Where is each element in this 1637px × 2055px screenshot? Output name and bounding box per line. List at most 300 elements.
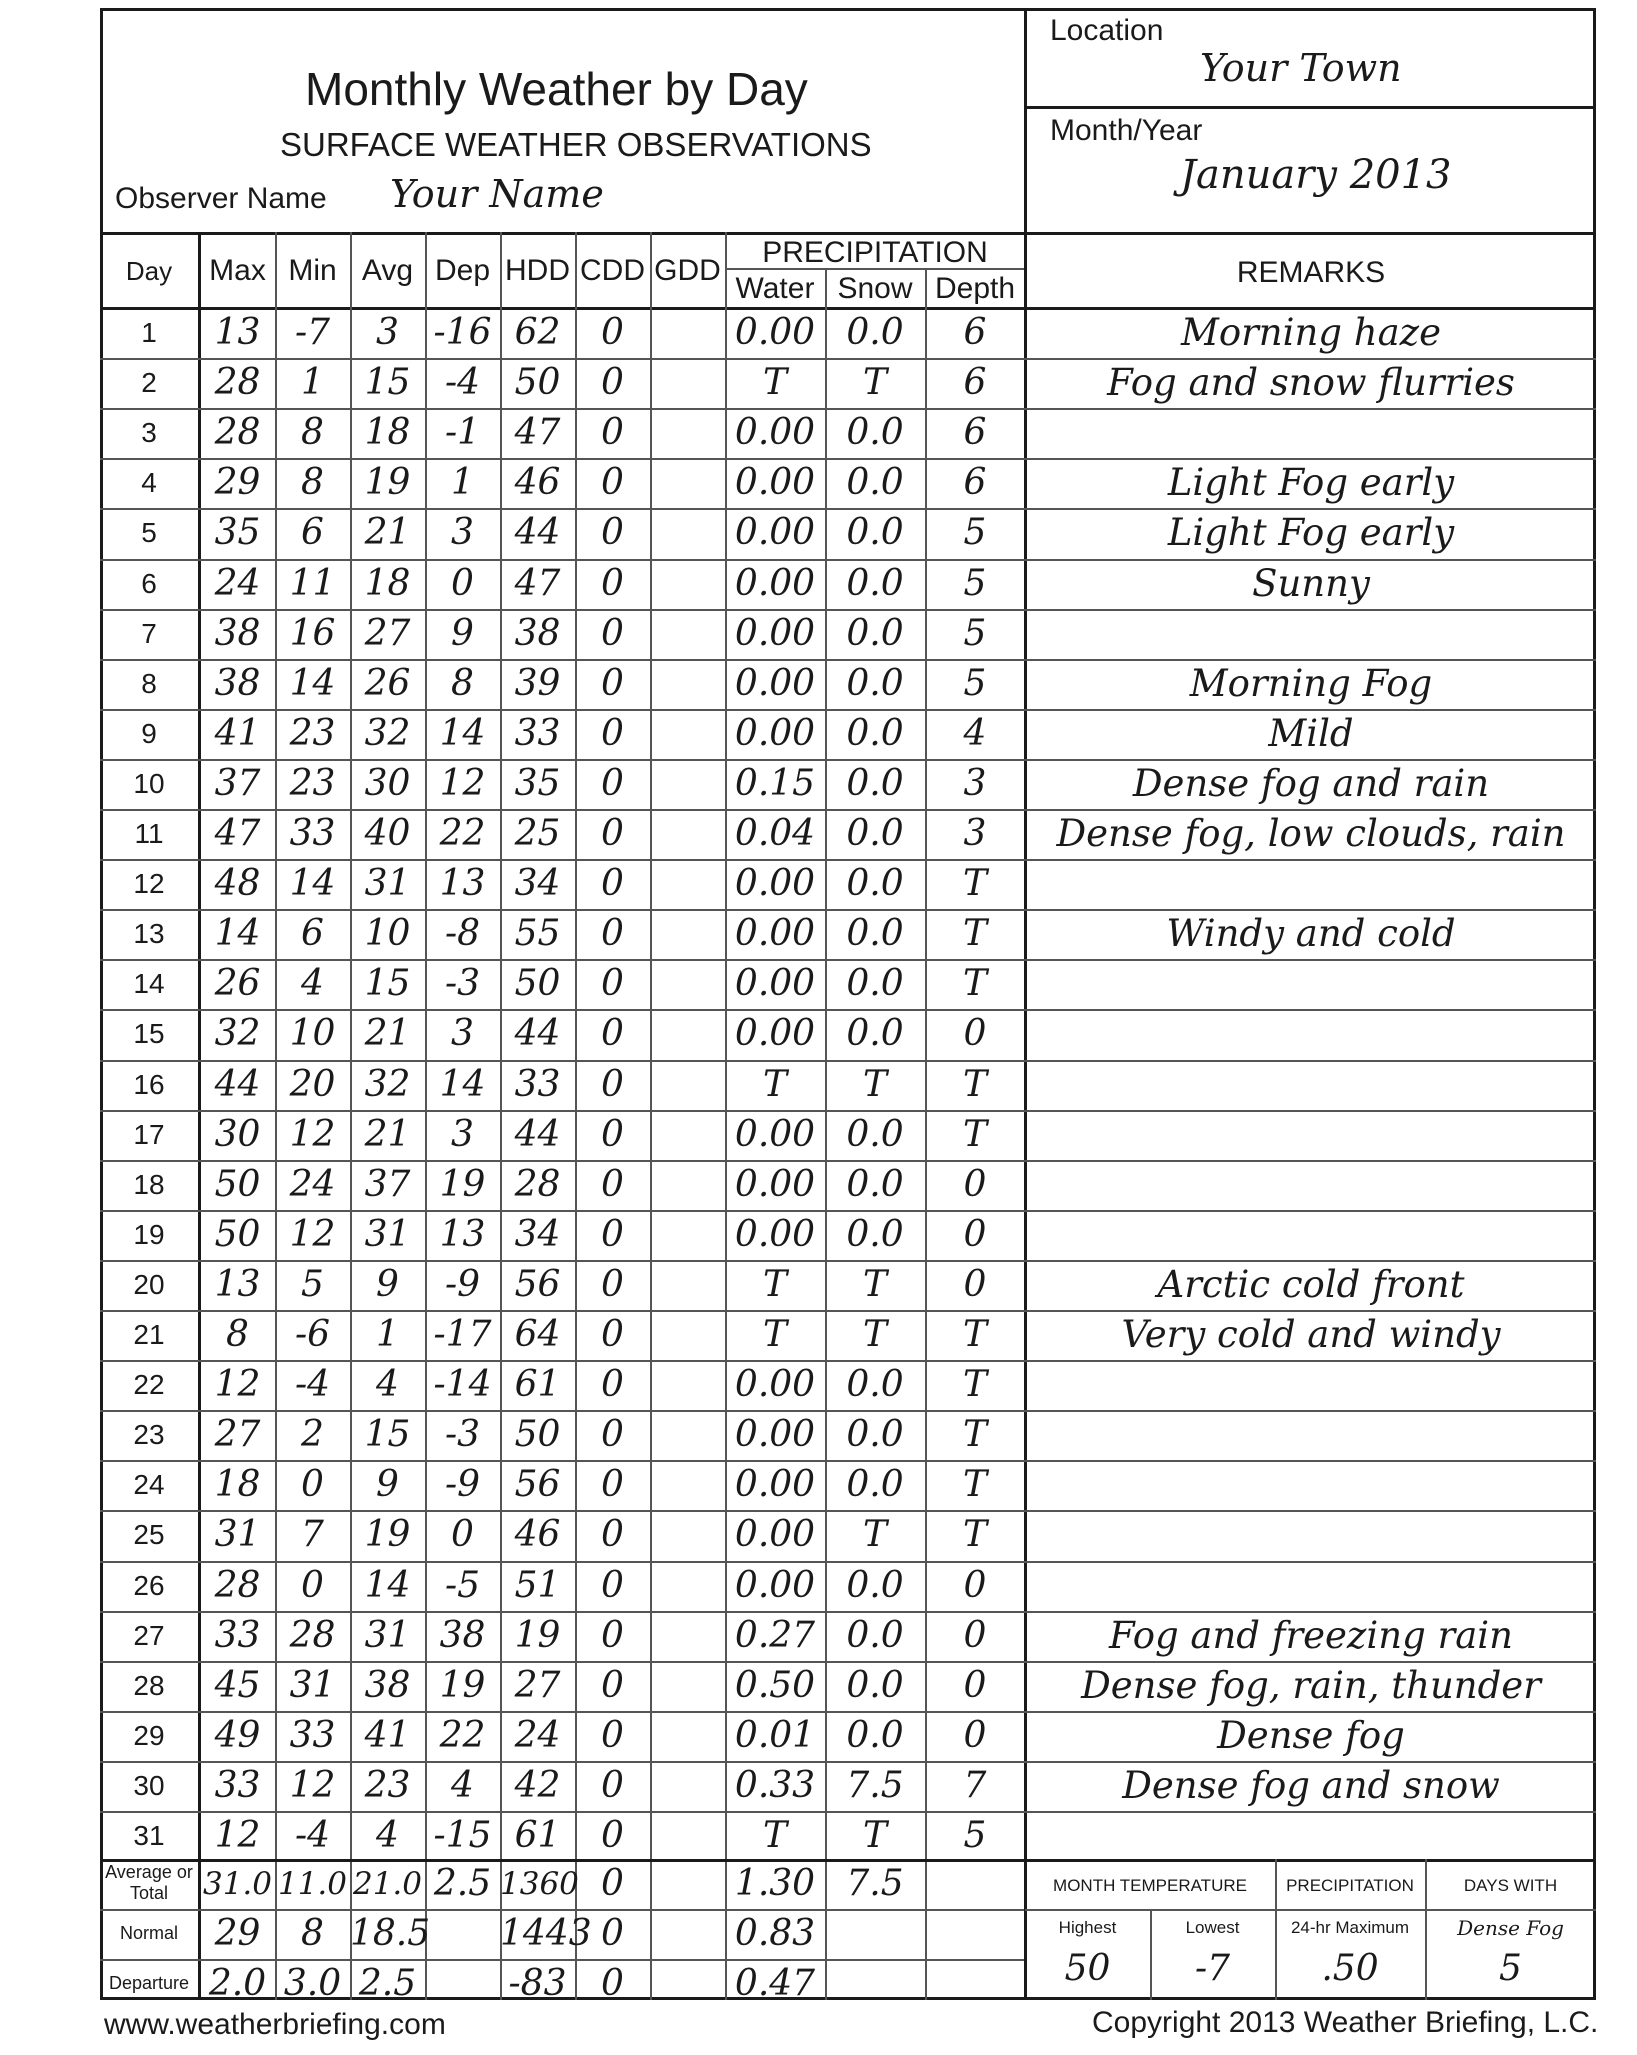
cell-hdd[interactable]: 39 [514, 663, 561, 704]
cell-depth[interactable]: 0 [963, 1214, 987, 1255]
cell-cdd[interactable]: 0 [601, 913, 624, 954]
cell-remark[interactable] [1026, 1160, 1596, 1210]
cell-depth[interactable]: T [962, 1064, 987, 1105]
cell-hdd[interactable]: 46 [514, 462, 561, 503]
cell-min[interactable]: 33 [289, 1715, 336, 1756]
cell-min[interactable]: 12 [289, 1114, 336, 1155]
cell-remark[interactable]: Dense fog, rain, thunder [1081, 1664, 1541, 1707]
totals-hdd[interactable]: 1360 [500, 1866, 579, 1902]
cell-dep[interactable]: 19 [439, 1164, 486, 1205]
cell-depth[interactable]: 5 [963, 613, 987, 654]
max24-value[interactable]: .50 [1321, 1948, 1379, 1989]
cell-cdd[interactable]: 0 [601, 1715, 624, 1756]
cell-snow[interactable]: 0.0 [846, 512, 904, 553]
cell-cdd[interactable]: 0 [601, 362, 624, 403]
cell-cdd[interactable]: 0 [601, 613, 624, 654]
highest-value[interactable]: 50 [1064, 1948, 1111, 1989]
cell-avg[interactable]: 14 [364, 1565, 411, 1606]
cell-water[interactable]: 0.00 [734, 1514, 816, 1555]
cell-dep[interactable]: -3 [444, 1414, 481, 1455]
cell-min[interactable]: 11 [289, 563, 336, 604]
cell-remark[interactable]: Sunny [1252, 562, 1370, 605]
cell-water[interactable]: 0.00 [734, 563, 816, 604]
cell-hdd[interactable]: 28 [514, 1164, 561, 1205]
cell-max[interactable]: 35 [214, 512, 261, 553]
cell-dep[interactable]: -16 [433, 312, 492, 353]
cell-snow[interactable]: T [862, 1514, 887, 1555]
cell-dep[interactable]: 4 [451, 1765, 474, 1806]
cell-depth[interactable]: T [962, 863, 987, 904]
cell-remark[interactable] [1026, 1410, 1596, 1460]
cell-cdd[interactable]: 0 [601, 1214, 624, 1255]
cell-remark[interactable]: Windy and cold [1166, 912, 1456, 955]
cell-min[interactable]: 33 [289, 813, 336, 854]
location-field[interactable]: Your Town [1200, 46, 1402, 90]
departure-min[interactable]: 3.0 [283, 1963, 342, 2004]
cell-cdd[interactable]: 0 [601, 563, 624, 604]
cell-avg[interactable]: 27 [364, 613, 411, 654]
cell-water[interactable]: 0.00 [734, 963, 816, 1004]
cell-depth[interactable]: 4 [963, 713, 987, 754]
cell-depth[interactable]: T [962, 1514, 987, 1555]
cell-cdd[interactable]: 0 [601, 763, 624, 804]
cell-remark[interactable] [1026, 1360, 1596, 1410]
cell-snow[interactable]: 0.0 [846, 1214, 904, 1255]
cell-max[interactable]: 38 [214, 663, 261, 704]
cell-avg[interactable]: 19 [364, 462, 411, 503]
cell-max[interactable]: 50 [214, 1214, 261, 1255]
cell-dep[interactable]: -3 [444, 963, 481, 1004]
cell-hdd[interactable]: 56 [514, 1464, 561, 1505]
cell-cdd[interactable]: 0 [601, 963, 624, 1004]
cell-snow[interactable]: T [862, 362, 887, 403]
cell-hdd[interactable]: 19 [514, 1615, 561, 1656]
cell-snow[interactable]: 0.0 [846, 1364, 904, 1405]
cell-remark[interactable]: Dense fog [1217, 1714, 1405, 1757]
cell-hdd[interactable]: 27 [514, 1665, 561, 1706]
cell-cdd[interactable]: 0 [601, 312, 624, 353]
cell-cdd[interactable]: 0 [601, 1013, 624, 1054]
cell-remark[interactable] [1026, 1210, 1596, 1260]
departure-hdd[interactable]: -83 [508, 1963, 567, 2004]
cell-hdd[interactable]: 44 [514, 1013, 561, 1054]
cell-min[interactable]: 8 [301, 412, 324, 453]
cell-avg[interactable]: 4 [376, 1815, 399, 1856]
cell-depth[interactable]: 5 [963, 512, 987, 553]
cell-snow[interactable]: 0.0 [846, 1464, 904, 1505]
cell-snow[interactable]: 7.5 [846, 1765, 904, 1806]
cell-water[interactable]: 0.00 [734, 913, 816, 954]
cell-avg[interactable]: 9 [376, 1464, 399, 1505]
footer-website[interactable]: www.weatherbriefing.com [104, 2008, 446, 2041]
cell-dep[interactable]: 22 [439, 813, 486, 854]
cell-min[interactable]: 31 [289, 1665, 336, 1706]
cell-max[interactable]: 48 [214, 863, 261, 904]
cell-depth[interactable]: 7 [963, 1765, 987, 1806]
totals-avg[interactable]: 21.0 [352, 1866, 423, 1902]
cell-remark[interactable] [1026, 609, 1596, 659]
cell-min[interactable]: -4 [294, 1364, 331, 1405]
cell-dep[interactable]: -4 [444, 362, 481, 403]
cell-cdd[interactable]: 0 [601, 1114, 624, 1155]
cell-cdd[interactable]: 0 [601, 713, 624, 754]
cell-snow[interactable]: 0.0 [846, 1565, 904, 1606]
cell-min[interactable]: 6 [301, 913, 324, 954]
cell-hdd[interactable]: 47 [514, 563, 561, 604]
observer-field[interactable]: Your Name [390, 172, 604, 216]
cell-water[interactable]: 0.00 [734, 1114, 816, 1155]
cell-cdd[interactable]: 0 [601, 1615, 624, 1656]
cell-avg[interactable]: 1 [376, 1314, 399, 1355]
cell-hdd[interactable]: 44 [514, 1114, 561, 1155]
cell-avg[interactable]: 32 [364, 713, 411, 754]
cell-min[interactable]: 12 [289, 1214, 336, 1255]
cell-cdd[interactable]: 0 [601, 462, 624, 503]
cell-snow[interactable]: 0.0 [846, 1013, 904, 1054]
cell-avg[interactable]: 23 [364, 1765, 411, 1806]
cell-depth[interactable]: 0 [963, 1565, 987, 1606]
cell-water[interactable]: 0.27 [734, 1615, 816, 1656]
cell-avg[interactable]: 15 [364, 1414, 411, 1455]
cell-cdd[interactable]: 0 [601, 1464, 624, 1505]
cell-hdd[interactable]: 38 [514, 613, 561, 654]
departure-max[interactable]: 2.0 [208, 1963, 267, 2004]
cell-avg[interactable]: 9 [376, 1264, 399, 1305]
cell-water[interactable]: 0.00 [734, 663, 816, 704]
cell-min[interactable]: 0 [301, 1565, 324, 1606]
cell-snow[interactable]: 0.0 [846, 412, 904, 453]
cell-hdd[interactable]: 33 [514, 1064, 561, 1105]
cell-water[interactable]: 0.00 [734, 613, 816, 654]
cell-hdd[interactable]: 24 [514, 1715, 561, 1756]
cell-dep[interactable]: 0 [451, 563, 474, 604]
cell-remark[interactable]: Arctic cold front [1157, 1263, 1465, 1306]
cell-cdd[interactable]: 0 [601, 1414, 624, 1455]
cell-remark[interactable]: Fog and freezing rain [1109, 1614, 1513, 1657]
departure-cdd[interactable]: 0 [601, 1963, 624, 2004]
cell-depth[interactable]: 6 [963, 462, 987, 503]
cell-water[interactable]: 0.00 [734, 512, 816, 553]
cell-remark[interactable]: Dense fog and snow [1122, 1764, 1500, 1807]
cell-water[interactable]: 0.00 [734, 1464, 816, 1505]
cell-snow[interactable]: 0.0 [846, 813, 904, 854]
normal-hdd[interactable]: 1443 [500, 1913, 592, 1954]
cell-depth[interactable]: 6 [963, 312, 987, 353]
cell-max[interactable]: 12 [214, 1815, 261, 1856]
cell-min[interactable]: 7 [301, 1514, 324, 1555]
cell-max[interactable]: 37 [214, 763, 261, 804]
cell-dep[interactable]: 19 [439, 1665, 486, 1706]
totals-cdd[interactable]: 0 [601, 1863, 624, 1904]
cell-depth[interactable]: 0 [963, 1665, 987, 1706]
cell-snow[interactable]: 0.0 [846, 613, 904, 654]
cell-hdd[interactable]: 34 [514, 1214, 561, 1255]
totals-min[interactable]: 11.0 [277, 1866, 348, 1902]
cell-remark[interactable] [1026, 959, 1596, 1009]
cell-max[interactable]: 18 [214, 1464, 261, 1505]
cell-depth[interactable]: 6 [963, 412, 987, 453]
cell-dep[interactable]: 0 [451, 1514, 474, 1555]
cell-remark[interactable]: Very cold and windy [1121, 1313, 1501, 1356]
cell-max[interactable]: 50 [214, 1164, 261, 1205]
normal-cdd[interactable]: 0 [601, 1913, 624, 1954]
cell-cdd[interactable]: 0 [601, 1565, 624, 1606]
cell-min[interactable]: 23 [289, 713, 336, 754]
cell-min[interactable]: 12 [289, 1765, 336, 1806]
dense-fog-value[interactable]: 5 [1499, 1948, 1522, 1989]
cell-dep[interactable]: -9 [444, 1464, 481, 1505]
cell-remark[interactable] [1026, 1561, 1596, 1611]
cell-cdd[interactable]: 0 [601, 1765, 624, 1806]
cell-min[interactable]: -7 [294, 312, 331, 353]
cell-max[interactable]: 8 [226, 1314, 249, 1355]
cell-max[interactable]: 26 [214, 963, 261, 1004]
cell-snow[interactable]: 0.0 [846, 1615, 904, 1656]
cell-max[interactable]: 29 [214, 462, 261, 503]
cell-avg[interactable]: 10 [364, 913, 411, 954]
cell-hdd[interactable]: 64 [514, 1314, 561, 1355]
cell-avg[interactable]: 31 [364, 1615, 411, 1656]
cell-depth[interactable]: T [962, 1464, 987, 1505]
cell-max[interactable]: 33 [214, 1615, 261, 1656]
cell-avg[interactable]: 26 [364, 663, 411, 704]
cell-remark[interactable]: Morning Fog [1189, 662, 1433, 705]
cell-remark[interactable] [1026, 408, 1596, 458]
cell-hdd[interactable]: 55 [514, 913, 561, 954]
cell-avg[interactable]: 18 [364, 563, 411, 604]
cell-remark[interactable] [1026, 859, 1596, 909]
cell-water[interactable]: 0.00 [734, 1414, 816, 1455]
cell-snow[interactable]: 0.0 [846, 913, 904, 954]
cell-remark[interactable] [1026, 1811, 1596, 1861]
cell-cdd[interactable]: 0 [601, 1665, 624, 1706]
cell-cdd[interactable]: 0 [601, 663, 624, 704]
cell-remark[interactable]: Light Fog early [1167, 461, 1455, 504]
departure-avg[interactable]: 2.5 [358, 1963, 417, 2004]
cell-hdd[interactable]: 50 [514, 362, 561, 403]
departure-water[interactable]: 0.47 [734, 1963, 816, 2004]
cell-dep[interactable]: 3 [451, 1114, 474, 1155]
cell-avg[interactable]: 21 [364, 1013, 411, 1054]
cell-avg[interactable]: 31 [364, 863, 411, 904]
cell-water[interactable]: 0.00 [734, 1214, 816, 1255]
cell-dep[interactable]: 3 [451, 1013, 474, 1054]
cell-min[interactable]: 16 [289, 613, 336, 654]
cell-min[interactable]: 1 [301, 362, 324, 403]
cell-max[interactable]: 28 [214, 412, 261, 453]
cell-dep[interactable]: 12 [439, 763, 486, 804]
cell-snow[interactable]: 0.0 [846, 963, 904, 1004]
cell-min[interactable]: 6 [301, 512, 324, 553]
cell-avg[interactable]: 3 [376, 312, 399, 353]
cell-dep[interactable]: -8 [444, 913, 481, 954]
cell-snow[interactable]: T [862, 1064, 887, 1105]
cell-water[interactable]: 0.00 [734, 1565, 816, 1606]
cell-max[interactable]: 44 [214, 1064, 261, 1105]
cell-depth[interactable]: 3 [963, 763, 987, 804]
cell-min[interactable]: 14 [289, 663, 336, 704]
cell-min[interactable]: 5 [301, 1264, 324, 1305]
cell-avg[interactable]: 32 [364, 1064, 411, 1105]
cell-min[interactable]: 23 [289, 763, 336, 804]
cell-depth[interactable]: T [962, 1364, 987, 1405]
cell-water[interactable]: 0.50 [734, 1665, 816, 1706]
cell-avg[interactable]: 15 [364, 963, 411, 1004]
cell-cdd[interactable]: 0 [601, 863, 624, 904]
cell-hdd[interactable]: 56 [514, 1264, 561, 1305]
lowest-value[interactable]: -7 [1194, 1948, 1231, 1989]
cell-water[interactable]: 0.00 [734, 1164, 816, 1205]
cell-hdd[interactable]: 61 [514, 1815, 561, 1856]
cell-min[interactable]: 4 [301, 963, 324, 1004]
cell-cdd[interactable]: 0 [601, 1064, 624, 1105]
cell-hdd[interactable]: 50 [514, 1414, 561, 1455]
cell-water[interactable]: T [762, 1064, 787, 1105]
cell-depth[interactable]: T [962, 1314, 987, 1355]
cell-water[interactable]: 0.04 [734, 813, 816, 854]
cell-depth[interactable]: 5 [963, 563, 987, 604]
cell-min[interactable]: 8 [301, 462, 324, 503]
cell-dep[interactable]: 22 [439, 1715, 486, 1756]
cell-max[interactable]: 28 [214, 1565, 261, 1606]
cell-avg[interactable]: 4 [376, 1364, 399, 1405]
cell-depth[interactable]: T [962, 1414, 987, 1455]
cell-snow[interactable]: 0.0 [846, 763, 904, 804]
cell-dep[interactable]: -1 [444, 412, 481, 453]
cell-avg[interactable]: 19 [364, 1514, 411, 1555]
cell-dep[interactable]: -9 [444, 1264, 481, 1305]
cell-snow[interactable]: 0.0 [846, 663, 904, 704]
normal-min[interactable]: 8 [301, 1913, 324, 1954]
cell-snow[interactable]: 0.0 [846, 713, 904, 754]
cell-water[interactable]: T [762, 1815, 787, 1856]
cell-hdd[interactable]: 34 [514, 863, 561, 904]
cell-avg[interactable]: 30 [364, 763, 411, 804]
cell-dep[interactable]: 9 [451, 613, 474, 654]
cell-depth[interactable]: 0 [963, 1615, 987, 1656]
cell-cdd[interactable]: 0 [601, 813, 624, 854]
cell-avg[interactable]: 37 [364, 1164, 411, 1205]
cell-max[interactable]: 30 [214, 1114, 261, 1155]
cell-avg[interactable]: 21 [364, 512, 411, 553]
cell-depth[interactable]: T [962, 963, 987, 1004]
cell-water[interactable]: 0.00 [734, 312, 816, 353]
cell-remark[interactable] [1026, 1060, 1596, 1110]
cell-dep[interactable]: 13 [439, 863, 486, 904]
cell-max[interactable]: 33 [214, 1765, 261, 1806]
cell-water[interactable]: 0.01 [734, 1715, 816, 1756]
month-year-field[interactable]: January 2013 [1180, 152, 1452, 198]
cell-water[interactable]: 0.15 [734, 763, 816, 804]
cell-hdd[interactable]: 62 [514, 312, 561, 353]
cell-depth[interactable]: 0 [963, 1715, 987, 1756]
cell-max[interactable]: 14 [214, 913, 261, 954]
cell-depth[interactable]: T [962, 913, 987, 954]
cell-cdd[interactable]: 0 [601, 512, 624, 553]
cell-hdd[interactable]: 46 [514, 1514, 561, 1555]
cell-dep[interactable]: 1 [451, 462, 474, 503]
cell-hdd[interactable]: 33 [514, 713, 561, 754]
cell-depth[interactable]: 0 [963, 1164, 987, 1205]
cell-min[interactable]: 10 [289, 1013, 336, 1054]
cell-avg[interactable]: 31 [364, 1214, 411, 1255]
cell-min[interactable]: 2 [301, 1414, 324, 1455]
cell-remark[interactable]: Mild [1268, 712, 1354, 755]
cell-max[interactable]: 27 [214, 1414, 261, 1455]
cell-cdd[interactable]: 0 [601, 1364, 624, 1405]
cell-snow[interactable]: 0.0 [846, 1665, 904, 1706]
cell-remark[interactable]: Dense fog and rain [1132, 762, 1490, 805]
cell-depth[interactable]: 6 [963, 362, 987, 403]
cell-remark[interactable] [1026, 1510, 1596, 1560]
cell-snow[interactable]: T [862, 1815, 887, 1856]
cell-avg[interactable]: 18 [364, 412, 411, 453]
cell-dep[interactable]: 14 [439, 713, 486, 754]
cell-cdd[interactable]: 0 [601, 1164, 624, 1205]
cell-cdd[interactable]: 0 [601, 412, 624, 453]
cell-dep[interactable]: -15 [433, 1815, 492, 1856]
cell-water[interactable]: T [762, 1314, 787, 1355]
cell-cdd[interactable]: 0 [601, 1314, 624, 1355]
cell-cdd[interactable]: 0 [601, 1514, 624, 1555]
cell-depth[interactable]: 5 [963, 1815, 987, 1856]
cell-snow[interactable]: 0.0 [846, 1164, 904, 1205]
cell-water[interactable]: 0.33 [734, 1765, 816, 1806]
cell-avg[interactable]: 41 [364, 1715, 411, 1756]
cell-hdd[interactable]: 47 [514, 412, 561, 453]
cell-snow[interactable]: T [862, 1314, 887, 1355]
cell-dep[interactable]: 8 [451, 663, 474, 704]
cell-max[interactable]: 32 [214, 1013, 261, 1054]
cell-hdd[interactable]: 44 [514, 512, 561, 553]
cell-min[interactable]: 14 [289, 863, 336, 904]
cell-remark[interactable]: Dense fog, low clouds, rain [1056, 812, 1566, 855]
totals-water[interactable]: 1.30 [734, 1863, 816, 1904]
cell-hdd[interactable]: 61 [514, 1364, 561, 1405]
cell-min[interactable]: -6 [294, 1314, 331, 1355]
cell-snow[interactable]: 0.0 [846, 462, 904, 503]
cell-remark[interactable]: Fog and snow flurries [1107, 361, 1515, 404]
cell-depth[interactable]: 3 [963, 813, 987, 854]
normal-water[interactable]: 0.83 [734, 1913, 816, 1954]
cell-remark[interactable] [1026, 1110, 1596, 1160]
cell-snow[interactable]: 0.0 [846, 563, 904, 604]
cell-dep[interactable]: 3 [451, 512, 474, 553]
cell-max[interactable]: 13 [214, 312, 261, 353]
cell-max[interactable]: 47 [214, 813, 261, 854]
cell-max[interactable]: 49 [214, 1715, 261, 1756]
cell-snow[interactable]: 0.0 [846, 863, 904, 904]
cell-water[interactable]: 0.00 [734, 1364, 816, 1405]
cell-max[interactable]: 38 [214, 613, 261, 654]
cell-water[interactable]: T [762, 362, 787, 403]
cell-max[interactable]: 12 [214, 1364, 261, 1405]
cell-avg[interactable]: 38 [364, 1665, 411, 1706]
cell-dep[interactable]: 13 [439, 1214, 486, 1255]
cell-avg[interactable]: 15 [364, 362, 411, 403]
cell-hdd[interactable]: 35 [514, 763, 561, 804]
cell-cdd[interactable]: 0 [601, 1264, 624, 1305]
cell-min[interactable]: 0 [301, 1464, 324, 1505]
normal-max[interactable]: 29 [214, 1913, 261, 1954]
totals-dep[interactable]: 2.5 [433, 1863, 492, 1904]
cell-depth[interactable]: T [962, 1114, 987, 1155]
cell-max[interactable]: 31 [214, 1514, 261, 1555]
cell-snow[interactable]: T [862, 1264, 887, 1305]
cell-depth[interactable]: 0 [963, 1264, 987, 1305]
cell-water[interactable]: 0.00 [734, 1013, 816, 1054]
cell-remark[interactable] [1026, 1460, 1596, 1510]
